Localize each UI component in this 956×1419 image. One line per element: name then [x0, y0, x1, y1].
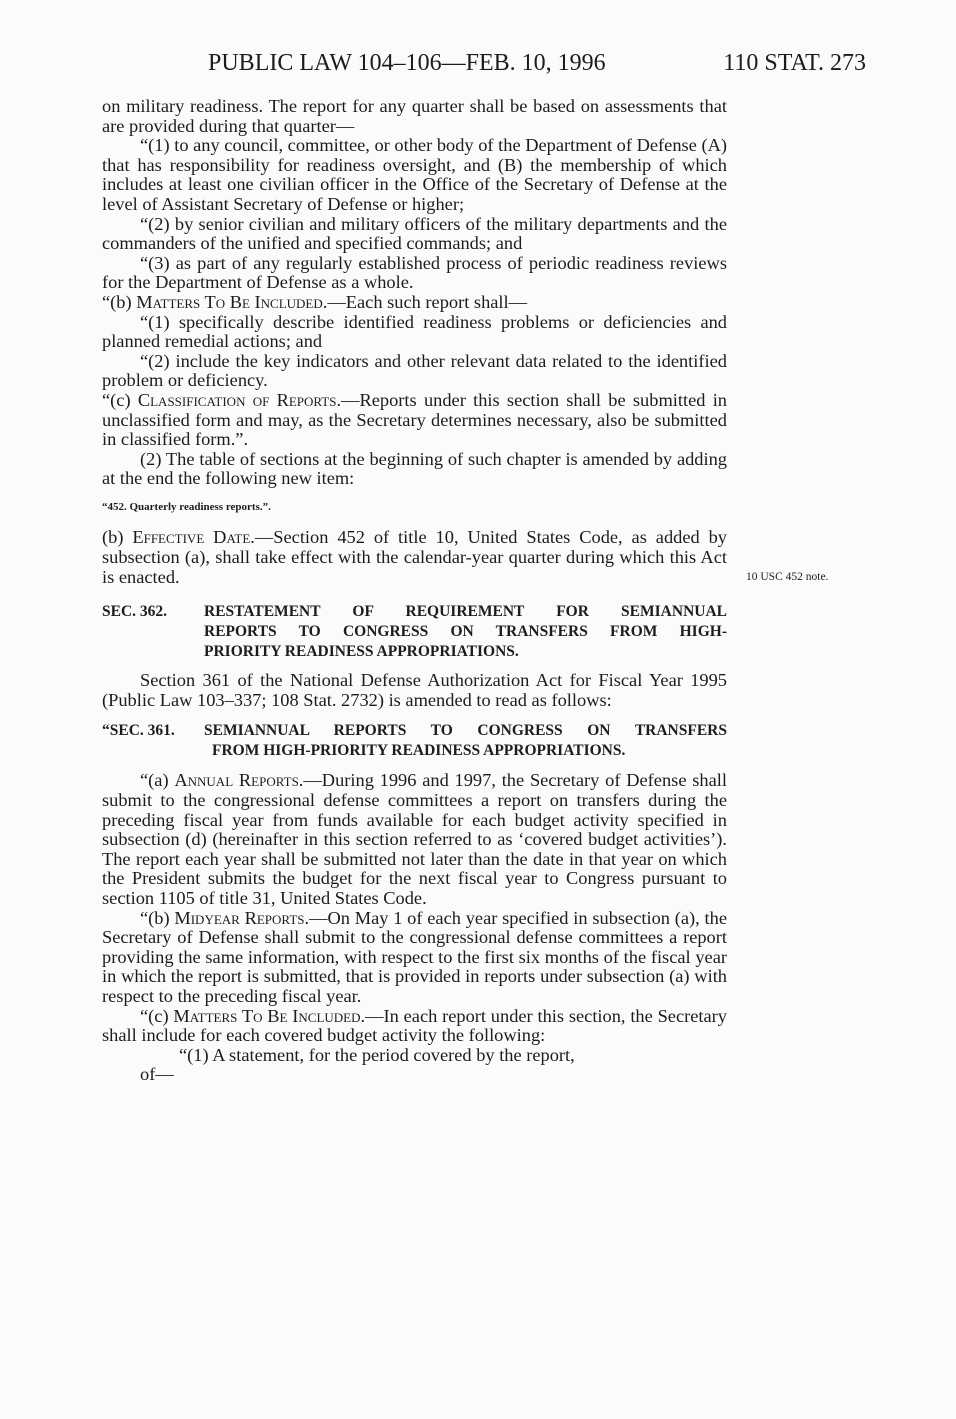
subsection-lead: “(b): [140, 907, 175, 928]
paragraph: (2) The table of sections at the beginning of such chapter is amended by adding at the end the following new item:: [102, 448, 727, 489]
paragraph: “(3) as part of any regularly established process of periodic readiness reviews for the Department of Defense as a whole.: [102, 252, 727, 293]
subsection-text: .—Section 452 of title 10, United States Code, as added by subsection (a), shall take effect with the calendar-year quarter during which this Act is enacted.: [102, 527, 727, 587]
subsection-text: .—In each report under this section, the Secretary shall include for each covered budget activity the following:: [102, 1005, 728, 1046]
subsection-heading: Midyear Reports: [174, 907, 305, 928]
section-title-line: RESTATEMENT OF REQUIREMENT FOR SEMIANNUAL: [204, 603, 727, 621]
paragraph: “(1) to any council, committee, or other body of the Department of Defense (A) that has responsibility for readiness oversight, and (B) the membership of which includes at least one civilian officer in the Office of the Secretary of Defense at the level of Assistant Secretary of Defense or higher;: [102, 135, 727, 214]
paragraph: “(2) include the key indicators and other relevant data related to the identified problem or deficiency.: [102, 350, 727, 391]
paragraph: “(1) specifically describe identified readiness problems or deficiencies and planned remedial actions; and: [102, 311, 727, 352]
subsection-heading: Classification of Reports: [137, 389, 337, 410]
subsection-heading: Matters To Be Included: [136, 291, 323, 312]
subsection-c: [102, 1007, 727, 1046]
subsection-heading: Matters To Be Included: [173, 1005, 361, 1026]
subsection-lead: “(a): [140, 770, 175, 791]
subsection-lead: (b): [102, 527, 133, 548]
subsection-lead: “(b): [102, 291, 137, 312]
running-head: PUBLIC LAW 104–106—FEB. 10, 1996: [208, 50, 606, 76]
effective-date: [102, 528, 727, 587]
paragraph: “(1) A statement, for the period covered by the report,: [179, 1044, 575, 1065]
table-of-sections-item: “452. Quarterly readiness reports.”.: [102, 500, 271, 513]
subsection-b: [102, 293, 727, 313]
section-362-heading: [102, 602, 727, 662]
section-title-line: REPORTS TO CONGRESS ON TRANSFERS FROM HIGH-: [204, 623, 727, 641]
section-title-line: FROM HIGH-PRIORITY READINESS APPROPRIATIONS.: [212, 742, 626, 760]
subsection-heading: Annual Reports: [174, 770, 299, 791]
subsection-text: .—On May 1 of each year specified in subsection (a), the Secretary of Defense shall submit to the congressional defense committees a report providing the same information, with respect to the first six months of the fiscal year in which the report is submitted, that is provided in reports under subsection (a) with respect to the preceding fiscal year.: [102, 907, 727, 1006]
paragraph: Section 361 of the National Defense Authorization Act for Fiscal Year 1995 (Public Law 103–337; 108 Stat. 2732) is amended to read as follows:: [102, 670, 727, 710]
subsection-text: .—Reports under this section shall be submitted in unclassified form and may, as the Secretary determines necessary, also be submitted in classified form.”.: [102, 389, 727, 450]
section-number: SEC. 362.: [102, 603, 168, 621]
statute-page-reference: 110 STAT. 273: [723, 50, 866, 76]
section-title-line: PRIORITY READINESS APPROPRIATIONS.: [204, 643, 519, 661]
subsection-b: [102, 909, 727, 1007]
subsection-lead: “(c): [102, 389, 138, 410]
paragraph: “(2) by senior civilian and military officers of the military departments and the commanders of the unified and specified commands; and: [102, 213, 727, 254]
body-text: [102, 97, 727, 1085]
subsection-a: [102, 771, 727, 908]
section-title-line: SEMIANNUAL REPORTS TO CONGRESS ON TRANSFERS: [204, 722, 727, 740]
subsection-c: [102, 391, 727, 450]
subsection-text: .—Each such report shall—: [322, 291, 528, 312]
paragraph-continuation: of—: [140, 1064, 174, 1085]
section-361-heading: [102, 721, 727, 761]
page-header: [0, 50, 956, 80]
subsection-heading: Effective Date: [132, 527, 251, 548]
margin-note: 10 USC 452 note.: [746, 571, 829, 583]
subsection-text: .—During 1996 and 1997, the Secretary of Defense shall submit to the congressional defense committees a report on transfers during the preceding fiscal year from funds available for each budget activity specified in subsection (d) (hereinafter in this section referred to as ‘covered budget activities’). The report each year shall be submitted not later than the date in that year on which the President submits the budget for the next fiscal year to Congress pursuant to section 1105 of title 31, United States Code.: [102, 770, 727, 908]
paragraph: on military readiness. The report for any quarter shall be based on assessments that are provided during that quarter—: [102, 96, 727, 136]
subsection-lead: “(c): [140, 1005, 174, 1026]
section-number: “SEC. 361.: [102, 722, 175, 740]
